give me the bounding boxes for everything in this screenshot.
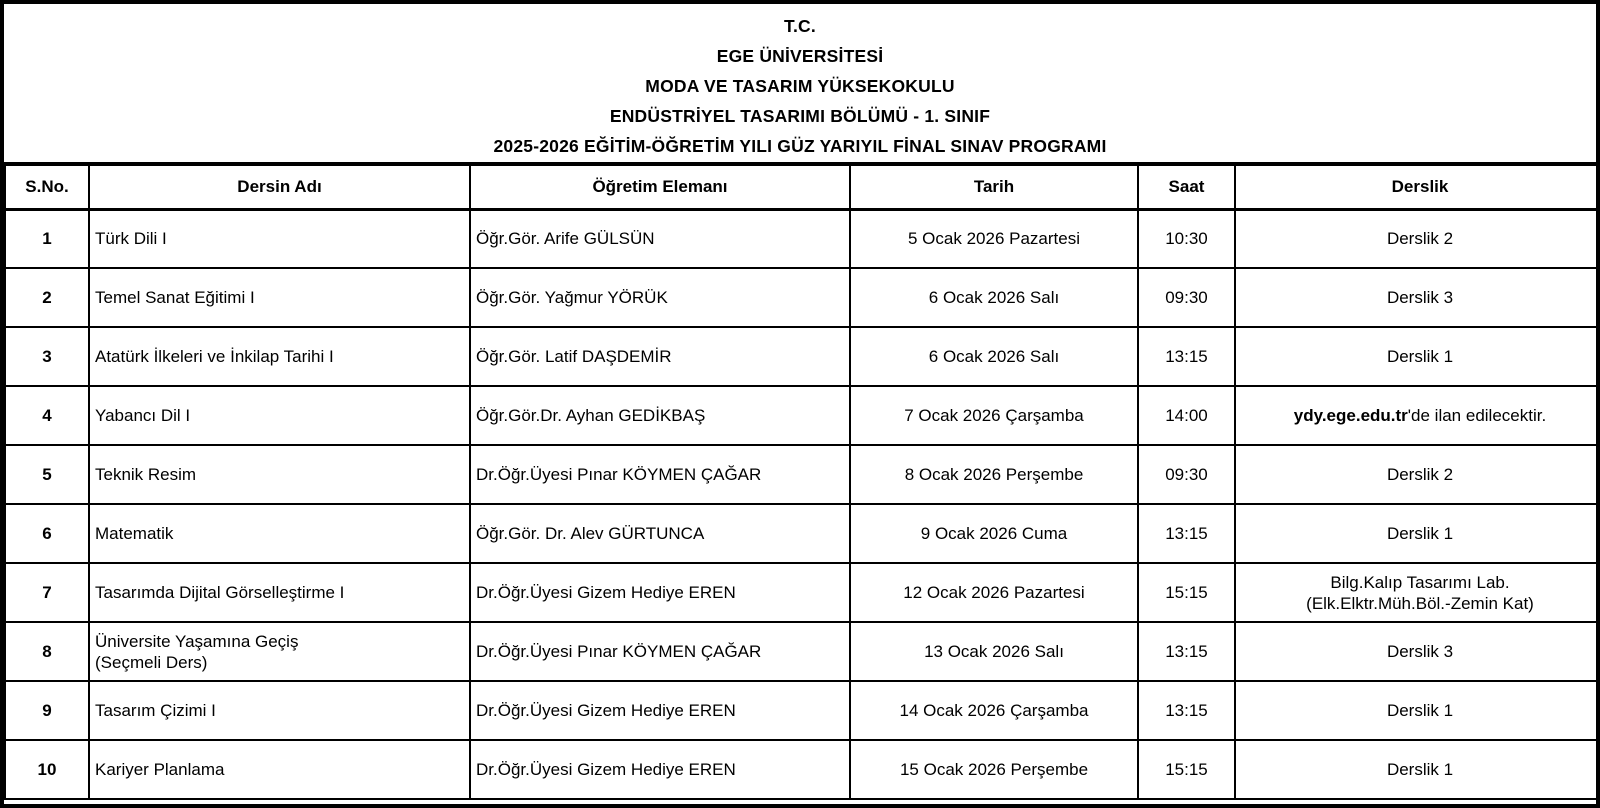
exam-time-cell: 13:15: [1138, 504, 1235, 563]
table-header-row: [5, 164, 1600, 209]
column-header-course: Dersin Adı: [89, 164, 470, 209]
course-name-cell: Tasarım Çizimi I: [89, 681, 470, 740]
instructor-cell: Dr.Öğr.Üyesi Gizem Hediye EREN: [470, 740, 850, 799]
course-name-cell: Matematik: [89, 504, 470, 563]
room-cell: Derslik 3: [1235, 622, 1600, 681]
table-row: [5, 504, 1600, 563]
exam-date-cell: 6 Ocak 2026 Salı: [850, 327, 1138, 386]
exam-date-cell: 6 Ocak 2026 Salı: [850, 268, 1138, 327]
title-line-tc: T.C.: [784, 16, 816, 36]
exam-time-cell: 13:15: [1138, 622, 1235, 681]
exam-time-cell: 13:15: [1138, 681, 1235, 740]
exam-date-cell: 9 Ocak 2026 Cuma: [850, 504, 1138, 563]
instructor-cell: Öğr.Gör. Arife GÜLSÜN: [470, 209, 850, 268]
table-row: [5, 622, 1600, 681]
course-name-cell: Tasarımda Dijital Görselleştirme I: [89, 563, 470, 622]
instructor-cell: Dr.Öğr.Üyesi Gizem Hediye EREN: [470, 681, 850, 740]
exam-date-cell: 15 Ocak 2026 Perşembe: [850, 740, 1138, 799]
column-header-time: Saat: [1138, 164, 1235, 209]
room-cell: Derslik 2: [1235, 445, 1600, 504]
exam-time-cell: 15:15: [1138, 563, 1235, 622]
course-name-cell: Atatürk İlkeleri ve İnkilap Tarihi I: [89, 327, 470, 386]
column-header-room: Derslik: [1235, 164, 1600, 209]
exam-time-cell: 09:30: [1138, 445, 1235, 504]
course-name-cell: Yabancı Dil I: [89, 386, 470, 445]
column-header-date: Tarih: [850, 164, 1138, 209]
course-name-cell: Üniversite Yaşamına Geçiş (Seçmeli Ders): [89, 622, 470, 681]
exam-time-cell: 09:30: [1138, 268, 1235, 327]
room-cell: Derslik 2: [1235, 209, 1600, 268]
exam-date-cell: 12 Ocak 2026 Pazartesi: [850, 563, 1138, 622]
row-number-cell: 8: [5, 622, 89, 681]
course-name-cell: Türk Dili I: [89, 209, 470, 268]
exam-date-cell: 5 Ocak 2026 Pazartesi: [850, 209, 1138, 268]
row-number-cell: 3: [5, 327, 89, 386]
room-cell: Derslik 1: [1235, 681, 1600, 740]
room-cell: Derslik 1: [1235, 740, 1600, 799]
room-cell: ydy.ege.edu.tr'de ilan edilecektir.: [1235, 386, 1600, 445]
exam-schedule-table: [4, 162, 1600, 800]
document-header: [4, 4, 1596, 162]
table-row: [5, 445, 1600, 504]
instructor-cell: Dr.Öğr.Üyesi Pınar KÖYMEN ÇAĞAR: [470, 445, 850, 504]
instructor-cell: Öğr.Gör.Dr. Ayhan GEDİKBAŞ: [470, 386, 850, 445]
table-row: [5, 209, 1600, 268]
table-body: [5, 209, 1600, 799]
row-number-cell: 9: [5, 681, 89, 740]
table-row: [5, 681, 1600, 740]
table-row: [5, 386, 1600, 445]
table-row: [5, 740, 1600, 799]
table-row: [5, 327, 1600, 386]
instructor-cell: Öğr.Gör. Latif DAŞDEMİR: [470, 327, 850, 386]
instructor-cell: Öğr.Gör. Dr. Alev GÜRTUNCA: [470, 504, 850, 563]
exam-time-cell: 10:30: [1138, 209, 1235, 268]
exam-date-cell: 8 Ocak 2026 Perşembe: [850, 445, 1138, 504]
exam-date-cell: 13 Ocak 2026 Salı: [850, 622, 1138, 681]
row-number-cell: 6: [5, 504, 89, 563]
instructor-cell: Öğr.Gör. Yağmur YÖRÜK: [470, 268, 850, 327]
title-line-department: ENDÜSTRİYEL TASARIMI BÖLÜMÜ - 1. SINIF: [609, 106, 991, 126]
row-number-cell: 2: [5, 268, 89, 327]
exam-time-cell: 13:15: [1138, 327, 1235, 386]
title-line-university: EGE ÜNİVERSİTESİ: [716, 46, 884, 66]
instructor-cell: Dr.Öğr.Üyesi Gizem Hediye EREN: [470, 563, 850, 622]
title-line-program: 2025-2026 EĞİTİM-ÖĞRETİM YILI GÜZ YARIYIL FİNAL SINAV PROGRAMI: [493, 136, 1107, 156]
row-number-cell: 1: [5, 209, 89, 268]
column-header-sno: S.No.: [5, 164, 89, 209]
course-name-cell: Temel Sanat Eğitimi I: [89, 268, 470, 327]
course-name-cell: Teknik Resim: [89, 445, 470, 504]
exam-date-cell: 14 Ocak 2026 Çarşamba: [850, 681, 1138, 740]
row-number-cell: 5: [5, 445, 89, 504]
row-number-cell: 10: [5, 740, 89, 799]
instructor-cell: Dr.Öğr.Üyesi Pınar KÖYMEN ÇAĞAR: [470, 622, 850, 681]
column-header-instructor: Öğretim Elemanı: [470, 164, 850, 209]
course-name-cell: Kariyer Planlama: [89, 740, 470, 799]
exam-time-cell: 15:15: [1138, 740, 1235, 799]
room-cell: Derslik 1: [1235, 327, 1600, 386]
room-cell: Derslik 1: [1235, 504, 1600, 563]
table-row: [5, 563, 1600, 622]
table-row: [5, 268, 1600, 327]
title-line-school: MODA VE TASARIM YÜKSEKOKULU: [645, 76, 955, 96]
row-number-cell: 7: [5, 563, 89, 622]
exam-time-cell: 14:00: [1138, 386, 1235, 445]
exam-date-cell: 7 Ocak 2026 Çarşamba: [850, 386, 1138, 445]
room-cell: Derslik 3: [1235, 268, 1600, 327]
row-number-cell: 4: [5, 386, 89, 445]
room-cell: Bilg.Kalıp Tasarımı Lab. (Elk.Elktr.Müh.Böl.-Zemin Kat): [1235, 563, 1600, 622]
